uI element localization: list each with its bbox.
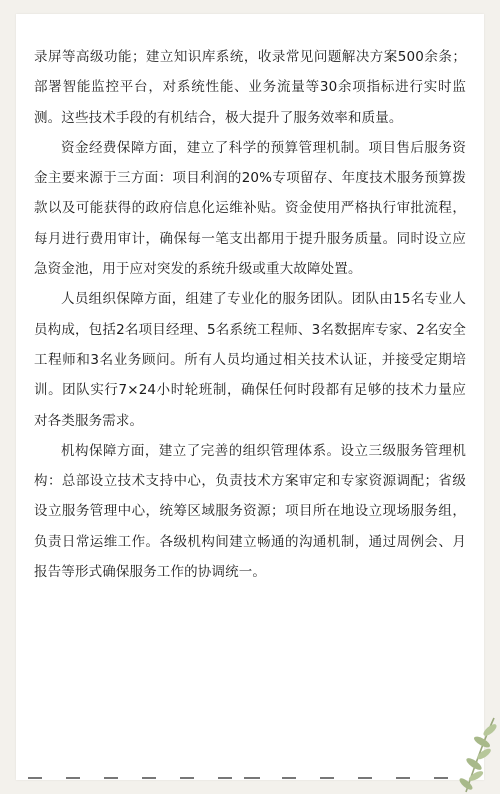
border-dash [218,777,232,779]
border-dash [104,777,118,779]
border-dash [320,777,334,779]
border-dash [244,777,260,779]
border-dash [66,777,80,779]
border-dash [282,777,296,779]
paragraph-4: 机构保障方面，建立了完善的组织管理体系。设立三级服务管理机构：总部设立技术支持中心，负责技术方案审定和专家资源调配；省级设立服务管理中心，统筹区域服务资源；项目所在地设立现场服务组，负责日常运维工作。各级机构间建立畅通的沟通机制，通过周例会、月报告等形式确保服务工作的协调统一。 [34,442,466,581]
paragraph-3: 人员组织保障方面，组建了专业化的服务团队。团队由15名专业人员构成，包括2名项目经理、5名系统工程师、3名数据库专家、2名安全工程师和3名业务顾问。所有人员均通过相关技术认证，并接受定期培训。团队实行7×24小时轮班制，确保任何时段都有足够的技术力量应对各类服务需求。 [34,291,466,429]
leaf-branch-icon [432,712,500,794]
border-dash [180,777,194,779]
border-dash [142,777,156,779]
border-dash [28,777,42,779]
paragraph-2: 资金经费保障方面，建立了科学的预算管理机制。项目售后服务资金主要来源于三方面：项目利润的20%专项留存、年度技术服务预算拨款以及可能获得的政府信息化运维补贴。资金使用严格执行审批流程，每月进行费用审计，确保每一笔支出都用于提升服务质量。同时设立应急资金池，用于应对突发的系统升级或重大故障处置。 [34,139,466,278]
document-body [34,42,466,587]
paragraph-1: 录屏等高级功能；建立知识库系统，收录常见问题解决方案500余条；部署智能监控平台，对系统性能、业务流量等30余项指标进行实时监测。这些技术手段的有机结合，极大提升了服务效率和质量。 [34,49,466,126]
border-dash [396,777,410,779]
border-dash [358,777,372,779]
